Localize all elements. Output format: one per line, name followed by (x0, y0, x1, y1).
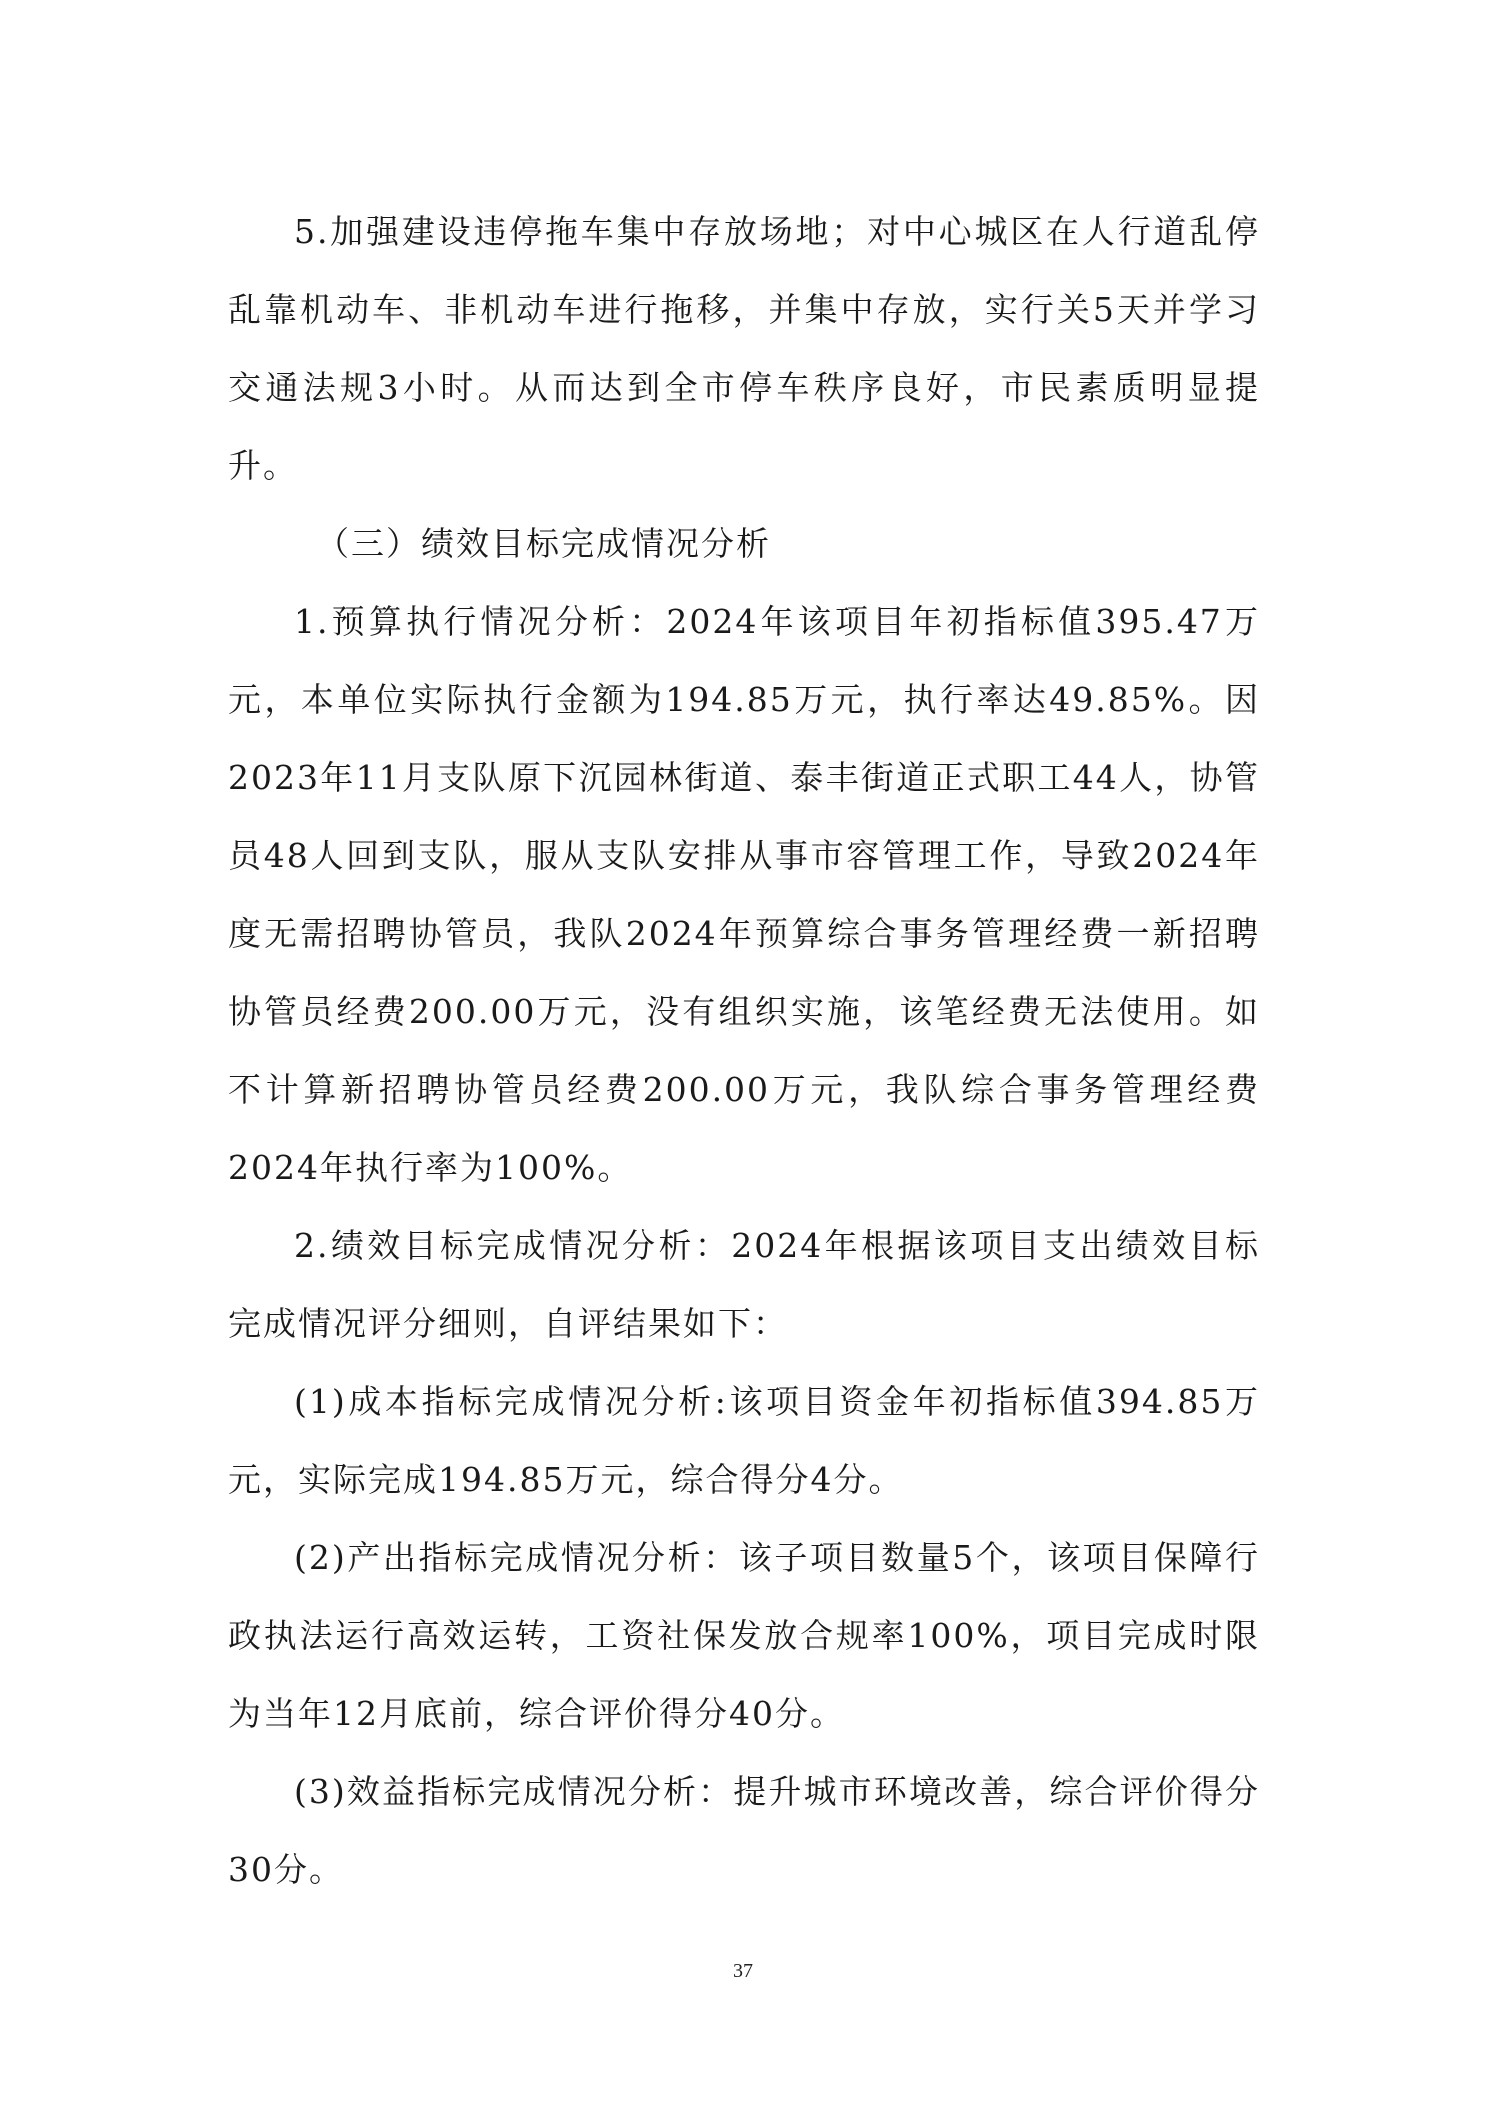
paragraph-performance-goals: 2.绩效目标完成情况分析：2024年根据该项目支出绩效目标完成情况评分细则，自评结果如下： (228, 1226, 1260, 1343)
page-number: 37 (733, 1960, 753, 1982)
paragraph-parking-lot: 5.加强建设违停拖车集中存放场地；对中心城区在人行道乱停乱靠机动车、非机动车进行拖移，并集中存放，实行关5天并学习交通法规3小时。从而达到全市停车秩序良好，市民素质明显提升。 (228, 212, 1260, 485)
paragraph-cost-indicator: (1)成本指标完成情况分析:该项目资金年初指标值394.85万元，实际完成194.85万元，综合得分4分。 (228, 1382, 1260, 1499)
paragraph-benefit-indicator: (3)效益指标完成情况分析：提升城市环境改善，综合评价得分30分。 (228, 1772, 1260, 1889)
paragraph-budget-execution: 1.预算执行情况分析：2024年该项目年初指标值395.47万元，本单位实际执行金额为194.85万元，执行率达49.85%。因2023年11月支队原下沉园林街道、泰丰街道正式职工44人，协管员48人回到支队，服从支队安排从事市容管理工作，导致2024年度无需招聘协管员，我队2024年预算综合事务管理经费一新招聘协管员经费200.00万元，没有组织实施，该笔经费无法使用。如不计算新招聘协管员经费200.00万元，我队综合事务管理经费2024年执行率为100%。 (228, 602, 1260, 1187)
paragraph-output-indicator: (2)产出指标完成情况分析：该子项目数量5个，该项目保障行政执法运行高效运转，工资社保发放合规率100%，项目完成时限为当年12月底前，综合评价得分40分。 (228, 1538, 1260, 1733)
page-body (228, 193, 1260, 1909)
section-heading-performance: （三）绩效目标完成情况分析 (316, 524, 771, 563)
